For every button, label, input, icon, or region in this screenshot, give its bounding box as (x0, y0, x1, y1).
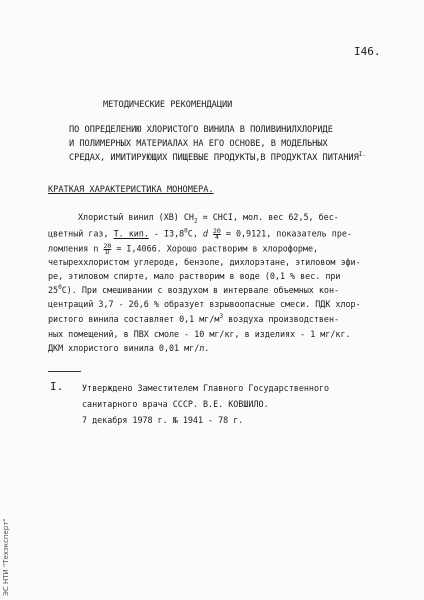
density-fraction (213, 228, 221, 240)
document-title: МЕТОДИЧЕСКИЕ РЕКОМЕНДАЦИИ (103, 100, 233, 110)
footnote-rule (48, 371, 81, 372)
subtitle-line-1: ПО ОПРЕДЕЛЕНИЮ ХЛОРИСТОГО ВИНИЛА В ПОЛИВИНИЛХЛОРИДЕ (69, 125, 333, 135)
body-line-5: ре, этиловом спирте, мало растворим в воде (0,1 % вес. при (48, 271, 341, 281)
refraction-fraction-top: 20 (103, 242, 112, 250)
body-line-3 (48, 243, 318, 255)
body-line-8 (48, 315, 339, 323)
footnote-line-2: санитарного врача СССР. В.Е. КОВШИЛО. (82, 399, 269, 409)
body-line-6-deg: 0 (58, 284, 62, 292)
footnote-line-1: Утверждено Заместителем Главного Государственного (82, 383, 330, 393)
footnote-mark: I. (50, 380, 64, 393)
body-line-2-e: = 0,9121, показатель пре- (220, 228, 352, 239)
body-line-2-b: - I3,8 (148, 228, 185, 239)
body-line-2-tkip: Т. кип. (113, 228, 149, 239)
subtitle-line-3 (69, 151, 366, 163)
subtitle-footnote-mark: I. (358, 151, 366, 159)
body-line-1-a: Хлористый винил (ХВ) CH (78, 212, 194, 222)
subtitle-line-2: И ПОЛИМЕРНЫХ МАТЕРИАЛАХ НА ЕГО ОСНОВЕ, В МОДЕЛЬНЫХ (69, 139, 328, 149)
body-line-1-sub: 2 (193, 217, 198, 225)
body-line-2 (48, 228, 352, 240)
body-line-9: ных помещений, в ПВХ смоле - 10 мг/кг, в изделиях - 1 мг/кг. (48, 329, 351, 339)
side-stamp: ЭС НТИ "Техэксперт" (2, 518, 10, 596)
subtitle-line-3-text: СРЕДАХ, ИМИТИРУЮЩИХ ПИЩЕВЫЕ ПРОДУКТЫ,В ПРОДУКТАХ ПИТАНИЯ (69, 153, 359, 163)
body-line-3-b: = I,4066. Хорошо растворим в хлороформе, (111, 243, 319, 254)
body-line-4: четыреххлористом углероде, бензоле, дихлорэтане, этиловом эфи- (48, 257, 361, 267)
body-line-2-c: C, (187, 228, 203, 239)
body-line-6-a: 25 (48, 285, 59, 295)
body-line-1 (78, 212, 339, 225)
body-line-3-a: ломления n (48, 243, 104, 254)
body-line-8-sup: 3 (219, 313, 224, 321)
density-fraction-top: 20 (213, 227, 221, 235)
refraction-fraction-bottom: D (105, 248, 110, 256)
page-number: I46. (354, 45, 381, 58)
body-line-10: ДКМ хлористого винила 0,01 мг/л. (48, 343, 210, 353)
body-line-2-d: d (202, 228, 214, 239)
body-line-8-b: воздуха производствен- (223, 314, 340, 324)
footnote-line-3: 7 декабря 1978 г. № 1941 - 78 г. (82, 415, 244, 425)
body-line-2-deg: 0 (184, 227, 188, 235)
body-line-7: центраций 3,7 - 26,6 % образует взрывоопасные смеси. ПДК хлор- (48, 299, 361, 309)
body-line-1-b: = CHCI, мол. вес 62,5, бес- (197, 212, 339, 222)
section-heading: КРАТКАЯ ХАРАКТЕРИСТИКА МОНОМЕРА. (48, 185, 214, 195)
body-line-2-a: цветный газ, (48, 228, 114, 239)
body-line-6-b: C). При смешивании с воздухом в интервале объемных кон- (61, 285, 340, 295)
density-fraction-bottom: 4 (214, 233, 219, 241)
body-line-6 (48, 286, 339, 294)
body-line-8-a: ристого винила составляет 0,1 мг/м (48, 314, 220, 324)
